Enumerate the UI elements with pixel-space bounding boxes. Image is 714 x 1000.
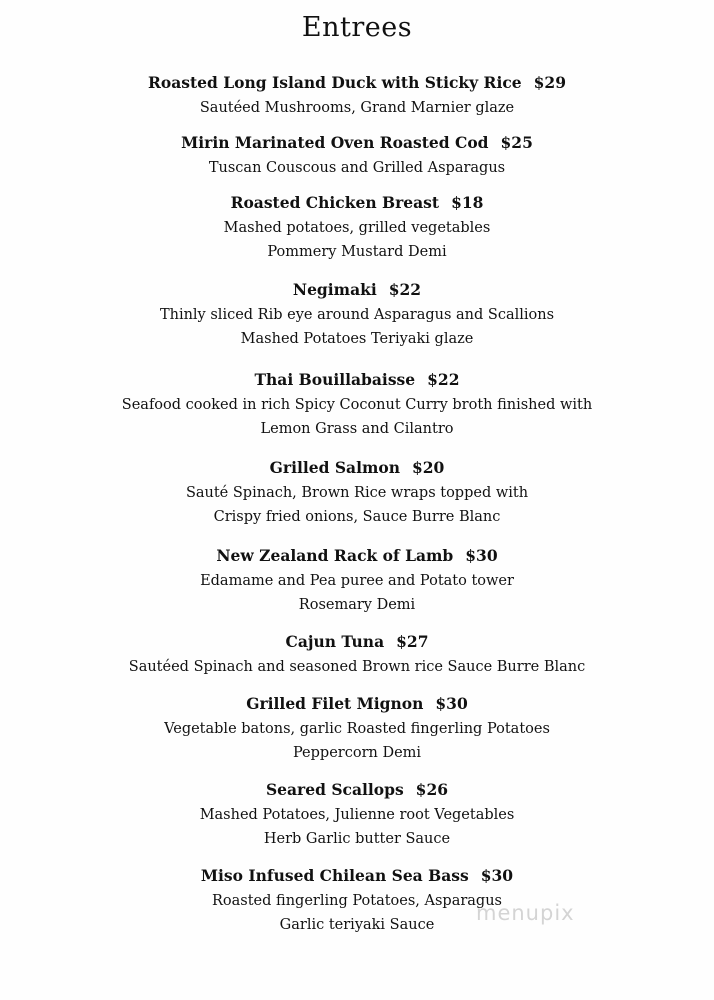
menu-item bbox=[0, 629, 714, 679]
menu-item-name: Grilled Salmon bbox=[269, 458, 400, 477]
menu-item-description: Lemon Grass and Cilantro bbox=[260, 421, 454, 437]
menu-item-price: $18 bbox=[451, 193, 484, 212]
menu-item-heading bbox=[0, 190, 714, 216]
menu-item-name: Miso Infused Chilean Sea Bass bbox=[200, 866, 469, 885]
menu-item-description: Roasted fingerling Potatoes, Asparagus bbox=[212, 893, 502, 909]
menu-item bbox=[0, 130, 714, 180]
menu-item-price: $30 bbox=[435, 694, 468, 713]
menu-item bbox=[0, 863, 714, 937]
menu-item-price: $25 bbox=[500, 133, 533, 152]
menu-item-description: Garlic teriyaki Sauce bbox=[279, 917, 435, 933]
menu-item-heading bbox=[0, 455, 714, 481]
menu-item bbox=[0, 190, 714, 264]
menu-item-description: Crispy fried onions, Sauce Burre Blanc bbox=[213, 509, 501, 525]
menu-item-name: Seared Scallops bbox=[265, 780, 404, 799]
menu-item-description: Herb Garlic butter Sauce bbox=[263, 831, 451, 847]
menu-item-description: Tuscan Couscous and Grilled Asparagus bbox=[208, 160, 506, 176]
menu-item-heading bbox=[0, 777, 714, 803]
menu-item-name: Roasted Chicken Breast bbox=[230, 193, 440, 212]
menu-item bbox=[0, 543, 714, 617]
menu-item-heading bbox=[0, 691, 714, 717]
menu-item-description: Sautéed Spinach and seasoned Brown rice Sauce Burre Blanc bbox=[128, 659, 586, 675]
menu-item-heading bbox=[0, 543, 714, 569]
menu-item-description: Sauté Spinach, Brown Rice wraps topped with bbox=[185, 485, 529, 501]
menu-item-description: Mashed Potatoes, Julienne root Vegetables bbox=[199, 807, 515, 823]
menu-item-description: Seafood cooked in rich Spicy Coconut Curry broth finished with bbox=[121, 397, 593, 413]
menu-item-description: Vegetable batons, garlic Roasted fingerling Potatoes bbox=[164, 721, 550, 737]
menu-item-name: New Zealand Rack of Lamb bbox=[216, 546, 454, 565]
menu-item-description: Pommery Mustard Demi bbox=[267, 244, 447, 260]
menu-item bbox=[0, 777, 714, 851]
watermark: menupix bbox=[476, 901, 575, 925]
menu-item-description: Rosemary Demi bbox=[298, 597, 416, 613]
menu-item-heading bbox=[0, 863, 714, 889]
menu-item bbox=[0, 70, 714, 120]
menu-item-name: Thai Bouillabaisse bbox=[254, 370, 416, 389]
menu-item-price: $26 bbox=[415, 780, 449, 799]
menu-item-description: Edamame and Pea puree and Potato tower bbox=[200, 573, 514, 589]
menu-item-heading bbox=[0, 367, 714, 393]
menu-item-price: $22 bbox=[388, 280, 422, 299]
menu-item-description: Thinly sliced Rib eye around Asparagus and Scallions bbox=[159, 307, 555, 323]
menu-item-name: Roasted Long Island Duck with Sticky Rice bbox=[148, 73, 522, 92]
menu-item-price: $22 bbox=[427, 370, 460, 389]
menu-item bbox=[0, 455, 714, 529]
menu-item-price: $27 bbox=[396, 632, 429, 651]
menu-item-price: $29 bbox=[533, 73, 566, 92]
menu-item-description: Mashed Potatoes Teriyaki glaze bbox=[240, 331, 474, 347]
menu-item bbox=[0, 277, 714, 351]
menu-item-description: Sautéed Mushrooms, Grand Marnier glaze bbox=[199, 100, 515, 116]
menu-item-name: Negimaki bbox=[292, 280, 377, 299]
menu-item-description: Mashed potatoes, grilled vegetables bbox=[223, 220, 491, 236]
menu-item bbox=[0, 691, 714, 765]
menu-item-name: Grilled Filet Mignon bbox=[246, 694, 424, 713]
menu-item-heading bbox=[0, 130, 714, 156]
menu-item-description: Peppercorn Demi bbox=[292, 745, 422, 761]
menu-item-heading bbox=[0, 70, 714, 96]
menu-item bbox=[0, 367, 714, 441]
entree-list bbox=[0, 70, 714, 937]
page-title: Entrees bbox=[301, 12, 413, 43]
menu-item-price: $20 bbox=[411, 458, 445, 477]
menu-item-heading bbox=[0, 629, 714, 655]
menu-item-heading bbox=[0, 277, 714, 303]
menu-item-name: Cajun Tuna bbox=[285, 632, 385, 651]
menu-item-price: $30 bbox=[480, 866, 514, 885]
menu-item-price: $30 bbox=[465, 546, 498, 565]
menu-item-name: Mirin Marinated Oven Roasted Cod bbox=[181, 133, 489, 152]
